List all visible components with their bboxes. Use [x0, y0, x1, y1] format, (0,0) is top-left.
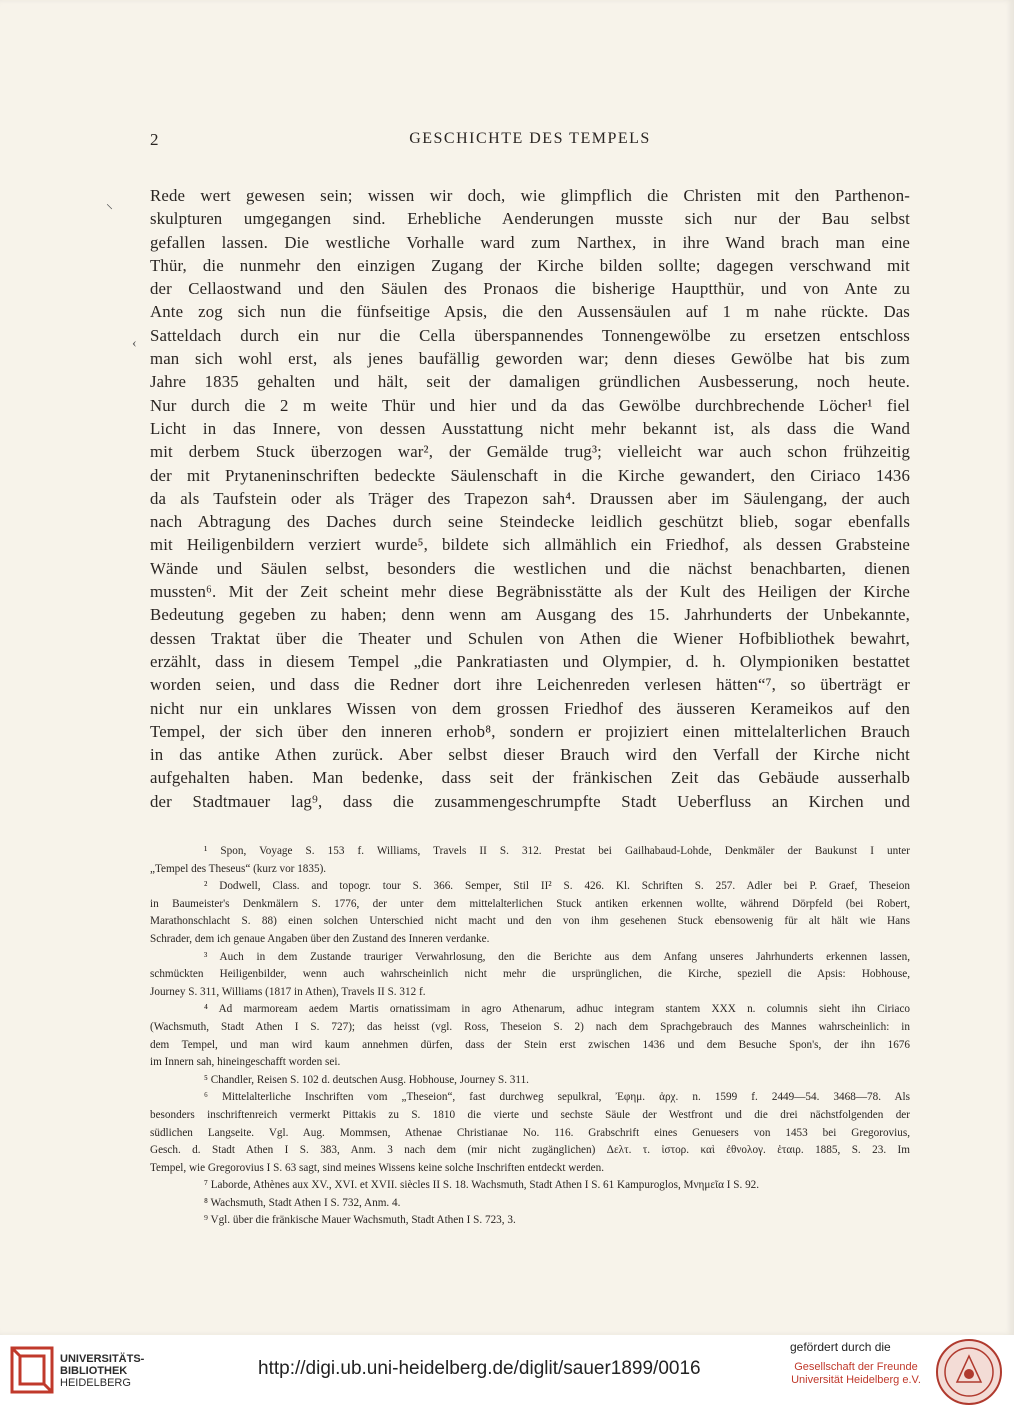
body-line: mussten⁶. Mit der Zeit scheint mehr diese Begräbnisstätte als der Kult des Heiligen der Kirche	[150, 582, 910, 602]
funded-by-label: gefördert durch die	[790, 1340, 891, 1354]
footnote-line: ⁷ Laborde, Athènes aux XV., XVI. et XVII. siècles II S. 18. Wachsmuth, Stadt Athen I S. 61 Kampuroglos, Μνημεῖα I S. 92.	[204, 1179, 760, 1192]
body-line: man sich wohl erst, als jenes baufällig geworden war; denn dieses Gewölbe hat bis zum	[150, 349, 910, 369]
footnote-line: ⁸ Wachsmuth, Stadt Athen I S. 732, Anm. 4.	[204, 1196, 401, 1209]
body-line: Satteldach durch ein nur die Cella überspannendes Tonnengewölbe zu ersetzen entschloss	[150, 325, 910, 345]
body-line: aufgehalten haben. Man bedenke, dass seit der fränkischen Zeit das Gebäude ausserhalb	[150, 768, 910, 788]
margin-pencil-mark: ‹	[132, 336, 137, 351]
library-name	[60, 1353, 144, 1389]
footnote-line: Marathonschlacht S. 88) einen solchen Unterschied nicht macht und den von ihm gesehenen Stuck ebensowenig für alt hält wie Hans	[150, 915, 910, 928]
body-line: Thür, die nunmehr den einzigen Zugang der Kirche bilden sollte; dagegen verschwand mit	[150, 255, 910, 275]
running-title: GESCHICHTE DES TEMPELS	[409, 130, 651, 147]
footnote-line: ⁶ Mittelalterliche Inschriften vom „Theseion“, fast durchweg sepulkral, Ἐφημ. ἀρχ. n. 1599 f. 2449—54. 3468—78. Als	[204, 1091, 910, 1104]
footnote-line: ⁴ Ad marmoream aedem Martis ornatissimam in agro Athenarum, adhuc integram stantem XXX n. columnis sieht ihn Ciriaco	[204, 1003, 910, 1016]
running-head	[150, 130, 910, 154]
footnote-line: schmückten Heiligenbilder, wenn auch wahrscheinlich nicht mehr die ursprünglichen, die Kirche, speziell die Apsis: Hobhouse,	[150, 968, 910, 981]
body-line: nach Abtragung des Daches durch seine Steindecke leidlich geschützt blieb, sogar ebenfalls	[150, 512, 910, 532]
page-number: 2	[150, 130, 160, 149]
university-library-logo-icon	[10, 1346, 54, 1394]
footnote-line: dem Tempel, und man wird kaum annehmen dürfen, dass der Stein erst zwischen 1436 und dem Besuche Spon's, der ihn 1676	[150, 1038, 910, 1051]
footnote-line: ⁵ Chandler, Reisen S. 102 d. deutschen Ausg. Hobhouse, Journey S. 311.	[204, 1073, 529, 1086]
library-name-line: BIBLIOTHEK	[60, 1365, 128, 1377]
body-line: Bedeutung gegeben zu haben; denn wenn am Ausgang des 15. Jahrhunderts der Unbekannte,	[150, 605, 910, 625]
university-seal-icon	[935, 1338, 1003, 1406]
footnote-line: (Wachsmuth, Stadt Athen I S. 727); das heisst (vgl. Ross, Theseion S. 2) nach dem Sprachgebrauch des Mannes wahrscheinlich: in	[150, 1020, 910, 1033]
footnote-line: Journey S. 311, Williams (1817 in Athen), Travels II S. 312 f.	[150, 985, 426, 998]
body-line: nicht nur ein unklares Wissen von dem grossen Friedhof des äusseren Kerameikos auf den	[150, 698, 910, 718]
footnote-line: ⁹ Vgl. über die fränkische Mauer Wachsmuth, Stadt Athen I S. 723, 3.	[204, 1214, 516, 1227]
library-name-line: UNIVERSITÄTS-	[60, 1353, 145, 1365]
footnote-line: in Baumeister's Denkmälern S. 1776, der unter dem mittelalterlichen Stuck antiken erkennen wollte, während Dörpfeld (bei Robert,	[150, 897, 910, 910]
body-line: der mit Prytaneninschriften bedeckte Säulenschaft in die Kirche gewandert, den Ciriaco 1436	[150, 465, 910, 485]
footnote-line: ³ Auch in dem Zustande trauriger Verwahrlosung, den die Berichte aus dem Anfang unseres Jahrhunderts erkennen lassen,	[204, 950, 910, 963]
footnotes	[150, 843, 910, 1230]
body-line: Licht in das Innere, von dessen Ausstattung nicht mehr bekannt ist, als dass die Wand	[150, 418, 910, 438]
library-name-line: HEIDELBERG	[60, 1377, 131, 1389]
footnote-line: Tempel, wie Gregorovius I S. 63 sagt, sind meines Wissens keine solche Inschriften entdeckt werden.	[150, 1161, 605, 1174]
sponsor-society	[783, 1361, 929, 1387]
body-line: dessen Traktat über die Theater und Schulen von Athen die Wiener Hofbibliothek bewahrt,	[150, 628, 910, 648]
body-line: erzählt, dass in diesem Tempel „die Pankratiasten und Olympier, d. h. Olympioniken bestattet	[150, 651, 910, 671]
body-line: mit derbem Stuck überzogen war², der Gemälde trug³; vielleicht war auch schon frühzeitig	[150, 442, 910, 462]
body-line: da als Taufstein oder als Träger des Trapezon sah⁴. Draussen aber im Säulengang, der auch	[150, 488, 910, 508]
body-line: Tempel, der sich über den inneren erhob⁸, sondern er projiziert einen mittelalterlichen Brauch	[150, 721, 910, 741]
body-line: der Cellaostwand und den Säulen des Pronaos die bisherige Hauptthür, und von Ante zu	[150, 279, 910, 299]
margin-pencil-mark: ⸌	[106, 203, 113, 218]
footnote-line: ² Dodwell, Class. and topogr. tour S. 366. Semper, Stil II² S. 426. Kl. Schriften S. 257. Adler bei P. Graef, Theseion	[204, 880, 910, 893]
body-line: in das antike Athen zurück. Aber selbst dieser Brauch wird den Verfall der Kirche nicht	[150, 745, 910, 765]
society-line: Universität Heidelberg e.V.	[791, 1374, 921, 1386]
body-line: Wände und Säulen selbst, besonders die westlichen und die nächst benachbarten, dienen	[150, 558, 910, 578]
footnote-line: Gesch. d. Stadt Athen I S. 383, Anm. 3 nach dem (mir nicht zugänglichen) Δελτ. τ. ἱστορ. καὶ ἐθνολογ. ἑταιρ. 1885, S. 23. Im	[150, 1144, 910, 1157]
body-line: der Stadtmauer lag⁹, dass die zusammengeschrumpfte Stadt Ueberfluss an Kirchen und	[150, 791, 910, 811]
footnote-line: besonders inschriftenreich vermerkt Pittakis zu S. 1810 die vierte und sechste Säule der Westfront und die drei nächstfolgenden der	[150, 1108, 910, 1121]
body-line: gefallen lassen. Die westliche Vorhalle ward zum Narthex, in ihre Wand brach man eine	[150, 232, 910, 252]
footnote-line: ¹ Spon, Voyage S. 153 f. Williams, Travels II S. 312. Prestat bei Gailhabaud-Lohde, Denkmäler der Baukunst I unter	[204, 845, 910, 857]
body-text	[150, 184, 910, 813]
footnote-line: Schrader, dem ich genaue Angaben über den Zustand des Inneren verdanke.	[150, 932, 490, 945]
footnote-line: im Innern sah, hineingeschafft worden sei.	[150, 1056, 341, 1069]
body-line: skulpturen umgegangen sind. Erhebliche Aenderungen musste sich nur der Bau selbst	[150, 209, 910, 229]
body-line: worden seien, und dass die Redner dort ihre Leichenreden verlesen hätten“⁷, so überträgt er	[150, 675, 910, 695]
body-line: Ante zog sich nun die fünfseitige Apsis, die den Aussensäulen auf 1 m nahe rückte. Das	[150, 302, 910, 322]
body-line: Rede wert gewesen sein; wissen wir doch, wie glimpflich die Christen mit den Parthenon-	[150, 186, 910, 205]
body-line: Nur durch die 2 m weite Thür und hier und da das Gewölbe durchbrechende Löcher¹ fiel	[150, 395, 910, 415]
footnote-line: „Tempel des Theseus“ (kurz vor 1835).	[150, 862, 327, 875]
body-line: Jahre 1835 gehalten und hält, seit der damaligen gründlichen Ausbesserung, noch heute.	[150, 372, 910, 392]
body-line: mit Heiligenbildern verziert wurde⁵, bildete sich allmählich ein Friedhof, als dessen Grabsteine	[150, 535, 910, 555]
footnote-line: südlichen Langseite. Vgl. Aug. Mommsen, Athenae Christianae No. 116. Grabschrift eines Genuesers von 1453 bei Gregorovius,	[150, 1126, 910, 1139]
society-line: Gesellschaft der Freunde	[794, 1361, 918, 1373]
permalink-url[interactable]: http://digi.ub.uni-heidelberg.de/diglit/sauer1899/0016	[258, 1358, 701, 1379]
